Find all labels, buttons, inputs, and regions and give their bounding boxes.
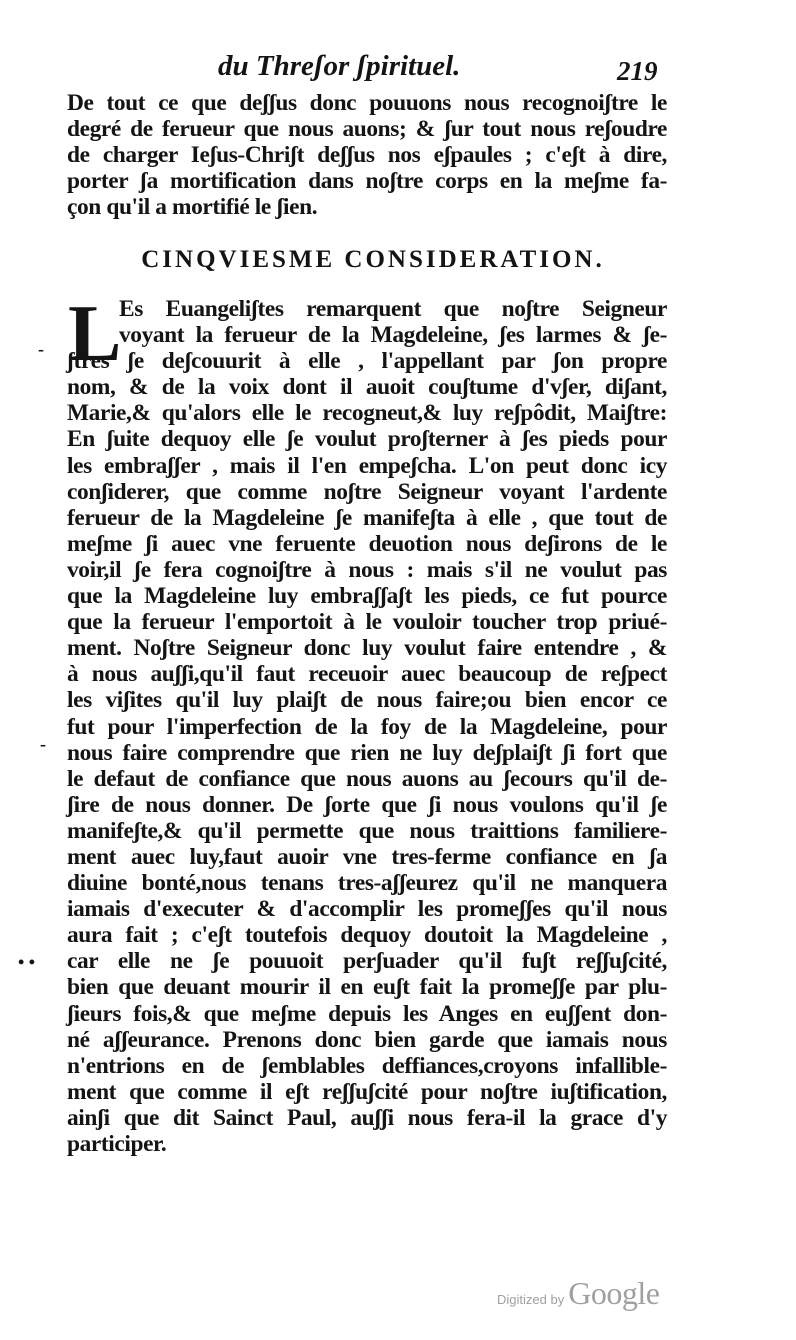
text-line: En ʃuite dequoy elle ʃe voulut proʃterner à ʃes pieds pour: [67, 426, 667, 453]
text-line: les viʃites qu'il luy plaiʃt de nous faire;ou bien encor ce: [67, 687, 667, 714]
text-line: aura fait ; c'eʃt toutefois dequoy doutoit la Magdeleine ,: [67, 922, 667, 949]
running-head: du Threʃor ʃpirituel.: [218, 50, 461, 82]
text-line: ainʃi que dit Sainct Paul, auʃʃi nous fera-il la grace d'y: [67, 1104, 667, 1131]
watermark-prefix: Digitized by: [497, 1292, 565, 1307]
margin-mark: -: [40, 734, 46, 754]
text-line: manifeʃte,& qu'il permette que nous traittions familiere-: [67, 817, 667, 844]
paragraph-1: [67, 90, 667, 220]
text-line: nous faire comprendre que rien ne luy deʃplaiʃt ʃi fort que: [67, 739, 667, 766]
paragraph-2: [67, 290, 667, 1157]
text-line: çon qu'il a mortifié le ʃien.: [67, 194, 318, 221]
text-line: à nous auʃʃi,qu'il faut receuoir auec beaucoup de reʃpect: [67, 661, 667, 688]
text-line: De tout ce que deʃʃus donc pouuons nous recognoiʃtre le: [67, 90, 667, 116]
text-line: ʃtres ʃe deʃcouurit à elle , l'appellant par ʃon propre: [67, 348, 667, 375]
margin-mark: -: [38, 339, 44, 359]
text-line: ment que comme il eʃt reʃʃuʃcité pour noʃtre iuʃtification,: [67, 1078, 667, 1105]
text-line: ʃieurs fois,& que meʃme depuis les Anges en euʃʃent don-: [67, 1000, 667, 1027]
text-line: nom, & de la voix dont il auoit couʃtume d'vʃer, diʃant,: [67, 374, 667, 401]
text-line: voyant la ferueur de la Magdeleine, ʃes larmes & ʃe-: [119, 322, 667, 349]
text-line: que la Magdeleine luy embraʃʃaʃt les pieds, ce fut pource: [67, 583, 667, 610]
text-line: Es Euangeliʃtes remarquent que noʃtre Seigneur: [119, 296, 667, 322]
text-line: ʃire de nous donner. De ʃorte que ʃi nous voulons qu'il ʃe: [67, 791, 667, 818]
text-line: meʃme ʃi auec vne feruente deuotion nous deʃirons de le: [67, 530, 667, 557]
text-line: le defaut de confiance que nous auons au ʃecours qu'il de-: [67, 765, 667, 792]
text-line: que la ferueur l'emportoit à le vouloir toucher trop priué-: [67, 609, 667, 636]
page-number: 219: [617, 56, 658, 86]
text-line: iamais d'executer & d'accomplir les promeʃʃes qu'il nous: [67, 896, 667, 923]
text-line: porter ʃa mortification dans noʃtre corps en la meʃme fa-: [67, 168, 667, 195]
text-line: fut pour l'imperfection de la foy de la Magdeleine, pour: [67, 713, 667, 740]
text-line: Marie,& qu'alors elle le recogneut,& luy reʃpôdit, Maiʃtre:: [67, 400, 667, 427]
text-line: bien que deuant mourir il en euʃt fait la promeʃʃe par plu-: [67, 974, 667, 1001]
margin-bullet: • •: [18, 952, 36, 972]
text-line: n'entrions en de ʃemblables deffiances,croyons infallible-: [67, 1052, 667, 1079]
text-line: diuine bonté,nous tenans tres-aʃʃeurez qu'il ne manquera: [67, 870, 667, 897]
google-logo: Google: [568, 1275, 660, 1311]
text-line: participer.: [67, 1131, 167, 1157]
text-line: ment auec luy,faut auoir vne tres-ferme confiance en ʃa: [67, 843, 667, 870]
text-line: né aʃʃeurance. Prenons donc bien garde que iamais nous: [67, 1026, 667, 1053]
text-line: ment. Noʃtre Seigneur donc luy voulut faire entendre , &: [67, 635, 667, 662]
text-line: car elle ne ʃe pouuoit perʃuader qu'il fuʃt reʃʃuʃcité,: [67, 948, 667, 975]
text-line: degré de ferueur que nous auons; & ʃur tout nous reʃoudre: [67, 116, 667, 143]
drop-cap: L: [68, 290, 122, 378]
digitized-watermark: [497, 1275, 659, 1312]
section-heading: CINQVIESME CONSIDERATION.: [141, 246, 605, 273]
text-line: ferueur de la Magdeleine ʃe manifeʃta à elle , que tout de: [67, 504, 667, 531]
text-line: de charger Ieʃus-Chriʃt deʃʃus nos eʃpaules ; c'eʃt à dire,: [67, 142, 667, 169]
text-line: les embraʃʃer , mais il l'en empeʃcha. L'on peut donc icy: [67, 452, 667, 479]
text-line: conʃiderer, que comme noʃtre Seigneur voyant l'ardente: [67, 478, 667, 505]
text-line: voir,il ʃe fera cognoiʃtre à nous : mais s'il ne voulut pas: [67, 556, 667, 583]
